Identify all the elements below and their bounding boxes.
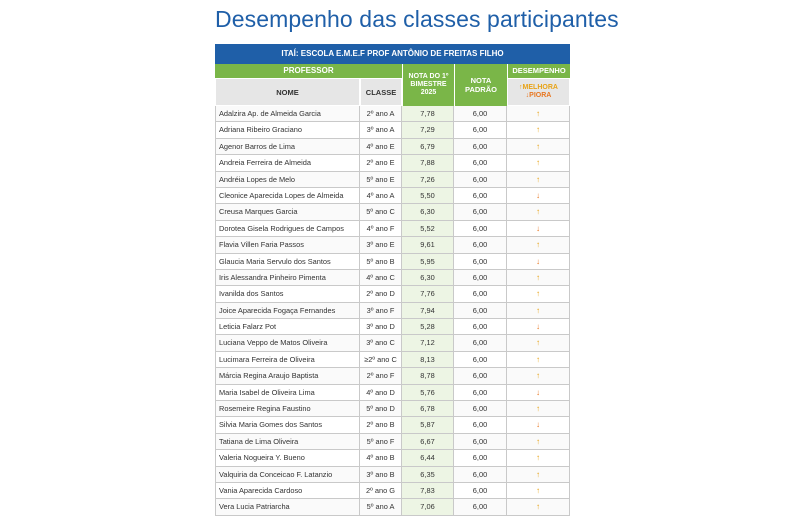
cell-padrao: 6,00 xyxy=(454,221,507,237)
header-desempenho: DESEMPENHO xyxy=(507,64,570,78)
cell-classe: 5º ano E xyxy=(360,172,402,188)
cell-nome: Vera Lucia Patriarcha xyxy=(215,499,360,515)
cell-classe: 2º ano E xyxy=(360,155,402,171)
table-row xyxy=(215,106,570,122)
trend-up-icon: ↑ xyxy=(507,122,570,138)
table-row xyxy=(215,368,570,384)
cell-classe: 3º ano D xyxy=(360,319,402,335)
table-row xyxy=(215,286,570,302)
table-row xyxy=(215,122,570,138)
cell-padrao: 6,00 xyxy=(454,319,507,335)
table-row xyxy=(215,237,570,253)
cell-nota: 6,35 xyxy=(402,467,454,483)
cell-padrao: 6,00 xyxy=(454,401,507,417)
cell-padrao: 6,00 xyxy=(454,434,507,450)
cell-nome: Silvia Maria Gomes dos Santos xyxy=(215,417,360,433)
cell-nota: 6,44 xyxy=(402,450,454,466)
cell-classe: 5º ano F xyxy=(360,434,402,450)
table-row xyxy=(215,417,570,433)
cell-nome: Adalzira Ap. de Almeida Garcia xyxy=(215,106,360,122)
cell-nota: 7,26 xyxy=(402,172,454,188)
trend-up-icon: ↑ xyxy=(507,483,570,499)
cell-padrao: 6,00 xyxy=(454,499,507,515)
trend-up-icon: ↑ xyxy=(507,237,570,253)
cell-classe: 3º ano C xyxy=(360,335,402,351)
cell-nome: Iris Alessandra Pinheiro Pimenta xyxy=(215,270,360,286)
cell-classe: 2º ano F xyxy=(360,368,402,384)
cell-padrao: 6,00 xyxy=(454,368,507,384)
table-row xyxy=(215,434,570,450)
school-header: ITAÍ: ESCOLA E.M.E.F PROF ANTÔNIO DE FREITAS FILHO xyxy=(215,44,570,64)
cell-nome: Tatiana de Lima Oliveira xyxy=(215,434,360,450)
cell-classe: 2º ano D xyxy=(360,286,402,302)
trend-up-icon: ↑ xyxy=(507,467,570,483)
table-body xyxy=(215,106,570,516)
cell-padrao: 6,00 xyxy=(454,188,507,204)
cell-padrao: 6,00 xyxy=(454,237,507,253)
cell-padrao: 6,00 xyxy=(454,467,507,483)
trend-up-icon: ↑ xyxy=(507,434,570,450)
table-header xyxy=(215,64,570,106)
cell-classe: 2º ano G xyxy=(360,483,402,499)
cell-padrao: 6,00 xyxy=(454,139,507,155)
cell-nome: Agenor Barros de Lima xyxy=(215,139,360,155)
cell-nome: Márcia Regina Araujo Baptista xyxy=(215,368,360,384)
cell-padrao: 6,00 xyxy=(454,450,507,466)
cell-padrao: 6,00 xyxy=(454,106,507,122)
trend-up-icon: ↑ xyxy=(507,106,570,122)
cell-nome: Andréia Lopes de Melo xyxy=(215,172,360,188)
cell-padrao: 6,00 xyxy=(454,286,507,302)
cell-nota: 5,95 xyxy=(402,254,454,270)
cell-nome: Valeria Nogueira Y. Bueno xyxy=(215,450,360,466)
cell-nota: 6,78 xyxy=(402,401,454,417)
cell-nota: 8,13 xyxy=(402,352,454,368)
cell-nota: 9,61 xyxy=(402,237,454,253)
header-nota-bimestre: NOTA DO 1º BIMESTRE 2025 xyxy=(402,64,454,106)
cell-nota: 7,88 xyxy=(402,155,454,171)
cell-classe: 3º ano F xyxy=(360,303,402,319)
trend-down-icon: ↓ xyxy=(507,417,570,433)
trend-down-icon: ↓ xyxy=(507,221,570,237)
cell-classe: 5º ano A xyxy=(360,499,402,515)
cell-padrao: 6,00 xyxy=(454,385,507,401)
cell-classe: 4º ano C xyxy=(360,270,402,286)
performance-table xyxy=(215,44,570,516)
trend-down-icon: ↓ xyxy=(507,254,570,270)
cell-nome: Lucimara Ferreira de Oliveira xyxy=(215,352,360,368)
cell-classe: 4º ano A xyxy=(360,188,402,204)
cell-nota: 5,87 xyxy=(402,417,454,433)
trend-up-icon: ↑ xyxy=(507,303,570,319)
cell-nome: Maria Isabel de Oliveira Lima xyxy=(215,385,360,401)
cell-nome: Luciana Veppo de Matos Oliveira xyxy=(215,335,360,351)
table-row xyxy=(215,172,570,188)
cell-nota: 7,12 xyxy=(402,335,454,351)
cell-nome: Cleonice Aparecida Lopes de Almeida xyxy=(215,188,360,204)
table-row xyxy=(215,303,570,319)
table-row xyxy=(215,254,570,270)
trend-up-icon: ↑ xyxy=(507,335,570,351)
cell-classe: 5º ano D xyxy=(360,401,402,417)
cell-classe: 4º ano B xyxy=(360,450,402,466)
page-title: Desempenho das classes participantes xyxy=(215,6,619,32)
cell-nome: Leticia Falarz Pot xyxy=(215,319,360,335)
table-row xyxy=(215,204,570,220)
cell-padrao: 6,00 xyxy=(454,270,507,286)
table-row xyxy=(215,155,570,171)
cell-padrao: 6,00 xyxy=(454,417,507,433)
table-row xyxy=(215,483,570,499)
cell-nota: 7,76 xyxy=(402,286,454,302)
trend-up-icon: ↑ xyxy=(507,286,570,302)
cell-classe: 3º ano B xyxy=(360,467,402,483)
table-row xyxy=(215,221,570,237)
table-row xyxy=(215,352,570,368)
trend-up-icon: ↑ xyxy=(507,401,570,417)
cell-padrao: 6,00 xyxy=(454,483,507,499)
trend-up-icon: ↑ xyxy=(507,352,570,368)
cell-nome: Creusa Marques Garcia xyxy=(215,204,360,220)
cell-classe: 3º ano E xyxy=(360,237,402,253)
trend-up-icon: ↑ xyxy=(507,499,570,515)
trend-up-icon: ↑ xyxy=(507,172,570,188)
table-row xyxy=(215,270,570,286)
cell-nota: 6,30 xyxy=(402,270,454,286)
cell-nota: 7,78 xyxy=(402,106,454,122)
cell-nome: Adriana Ribeiro Graciano xyxy=(215,122,360,138)
cell-padrao: 6,00 xyxy=(454,204,507,220)
cell-padrao: 6,00 xyxy=(454,172,507,188)
cell-classe: 3º ano A xyxy=(360,122,402,138)
legend-melhora: ↑MELHORA xyxy=(519,84,558,91)
cell-padrao: 6,00 xyxy=(454,352,507,368)
cell-nome: Ivanilda dos Santos xyxy=(215,286,360,302)
trend-up-icon: ↑ xyxy=(507,450,570,466)
header-professor: PROFESSOR xyxy=(215,64,402,78)
cell-nota: 6,67 xyxy=(402,434,454,450)
header-nota-padrao: NOTA PADRÃO xyxy=(454,64,507,106)
table-row xyxy=(215,139,570,155)
cell-nome: Andreia Ferreira de Almeida xyxy=(215,155,360,171)
cell-classe: 2º ano A xyxy=(360,106,402,122)
cell-nota: 7,83 xyxy=(402,483,454,499)
cell-padrao: 6,00 xyxy=(454,335,507,351)
cell-padrao: 6,00 xyxy=(454,254,507,270)
cell-nome: Flavia Villen Faria Passos xyxy=(215,237,360,253)
header-nome: NOME xyxy=(215,78,360,106)
legend-piora: ↓PIORA xyxy=(525,92,552,99)
cell-nota: 6,30 xyxy=(402,204,454,220)
trend-down-icon: ↓ xyxy=(507,319,570,335)
table-row xyxy=(215,401,570,417)
cell-classe: 4º ano E xyxy=(360,139,402,155)
trend-down-icon: ↓ xyxy=(507,188,570,204)
table-row xyxy=(215,335,570,351)
trend-up-icon: ↑ xyxy=(507,139,570,155)
trend-up-icon: ↑ xyxy=(507,155,570,171)
cell-classe: 2º ano B xyxy=(360,417,402,433)
trend-down-icon: ↓ xyxy=(507,385,570,401)
cell-classe: 5º ano C xyxy=(360,204,402,220)
cell-nota: 7,94 xyxy=(402,303,454,319)
cell-nome: Joice Aparecida Fogaça Fernandes xyxy=(215,303,360,319)
cell-classe: ≥2º ano C xyxy=(360,352,402,368)
cell-nome: Valquiria da Conceicao F. Latanzio xyxy=(215,467,360,483)
header-legend xyxy=(507,78,570,106)
table-row xyxy=(215,188,570,204)
cell-classe: 5º ano B xyxy=(360,254,402,270)
cell-nota: 6,79 xyxy=(402,139,454,155)
table-row xyxy=(215,319,570,335)
cell-classe: 4º ano D xyxy=(360,385,402,401)
cell-classe: 4º ano F xyxy=(360,221,402,237)
cell-nome: Rosemeire Regina Faustino xyxy=(215,401,360,417)
table-row xyxy=(215,499,570,515)
cell-padrao: 6,00 xyxy=(454,122,507,138)
cell-nota: 8,78 xyxy=(402,368,454,384)
cell-nome: Vania Aparecida Cardoso xyxy=(215,483,360,499)
table-row xyxy=(215,450,570,466)
trend-up-icon: ↑ xyxy=(507,368,570,384)
cell-nome: Glaucia Maria Servulo dos Santos xyxy=(215,254,360,270)
cell-nota: 5,28 xyxy=(402,319,454,335)
cell-nota: 5,50 xyxy=(402,188,454,204)
cell-nota: 5,76 xyxy=(402,385,454,401)
trend-up-icon: ↑ xyxy=(507,204,570,220)
trend-up-icon: ↑ xyxy=(507,270,570,286)
cell-padrao: 6,00 xyxy=(454,303,507,319)
cell-nome: Dorotea Gisela Rodrigues de Campos xyxy=(215,221,360,237)
cell-nota: 5,52 xyxy=(402,221,454,237)
cell-nota: 7,29 xyxy=(402,122,454,138)
table-row xyxy=(215,467,570,483)
cell-padrao: 6,00 xyxy=(454,155,507,171)
cell-nota: 7,06 xyxy=(402,499,454,515)
table-row xyxy=(215,385,570,401)
header-classe: CLASSE xyxy=(360,78,402,106)
